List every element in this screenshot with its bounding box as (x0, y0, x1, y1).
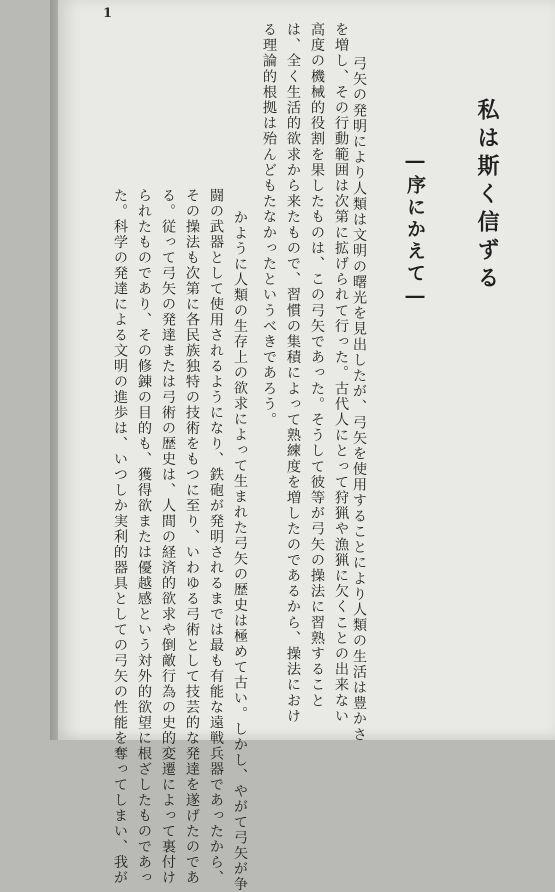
body-line-5: る理論的根拠は殆んどもたなかったというべきであろう。 (261, 22, 277, 428)
body-line-1: 弓矢の発明により人類は文明の曙光を見出したが、弓矢を使用することにより人類の生活は豊かさ (351, 56, 367, 743)
body-line-7: 闘の武器として使用されるようになり、鉄砲が発明されるまでは最も有能な遠戦兵器であったから、 (208, 188, 224, 886)
body-line-2: を増し、その行動範囲は次第に拡げられて行った。古代人にとって狩猟や漁猟に欠くことの出来ない (333, 22, 349, 724)
body-line-6: かように人類の生存上の欲求によって生まれた弓矢の歴史は極めて古い。しかし、やがて弓矢が争 (232, 210, 248, 892)
body-line-11: た。科学の発達による文明の進歩は、いつしか実利的器具としての弓矢の性能を奪ってしまい、我が (112, 188, 128, 886)
body-line-8: その操法も次第に各民族独特の技術をもつに至り、いわゆる弓術として技芸的な発達を遂げたのであ (184, 188, 200, 886)
page-number: 1 (103, 6, 113, 21)
body-line-9: る。従って弓矢の発達または弓術の歴史は、人間の経済的欲求や倒敵行為の史的変遷によって裏付け (160, 188, 176, 886)
body-line-3: 高度の機械的役割を果したものは、この弓矢であった。そうして彼等が弓矢の操法に習熟すること (309, 22, 325, 709)
chapter-title: 私は斯く信ずる (474, 98, 500, 294)
body-line-10: られたものであり、その修錬の目的も、獲得欲または優越感という対外的欲望に根ざしたものであっ (136, 188, 152, 886)
body-line-4: は、全く生活的欲求から来たもので、習慣の集積によって熟練度を増したのであるから、操法におけ (285, 22, 301, 724)
chapter-subtitle: ―序にかえて― (404, 150, 426, 310)
